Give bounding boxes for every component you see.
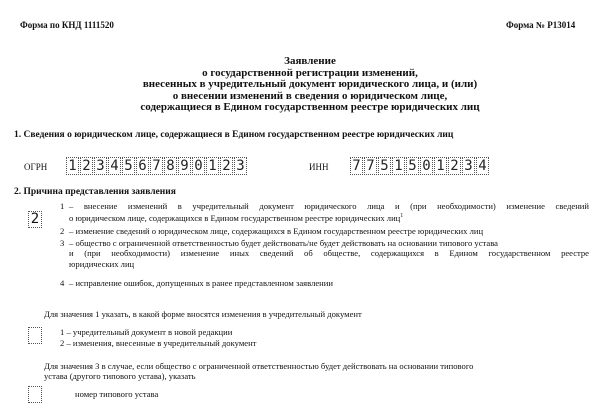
ogrn-digit-cell[interactable]: 3 <box>234 157 247 175</box>
title-line: о внесении изменений в сведения о юридическом лице, <box>172 89 448 102</box>
inn-label: ИНН <box>309 162 329 172</box>
ogrn-digit-cell[interactable]: 8 <box>164 157 177 175</box>
inn-digit-cell[interactable]: 7 <box>350 157 363 175</box>
ogrn-digit-cell[interactable]: 7 <box>150 157 163 175</box>
reason-option-4 <box>69 278 333 288</box>
inn-digit-cell[interactable]: 0 <box>420 157 433 175</box>
title-line: Заявление <box>284 55 336 67</box>
reason-option-number: 4 <box>60 278 65 288</box>
ogrn-digit-cell[interactable]: 4 <box>108 157 121 175</box>
change-form-option: 1 – учредительный документ в новой редакции <box>60 327 233 337</box>
ogrn-digit-cell[interactable]: 2 <box>80 157 93 175</box>
title-line: содержащиеся в Едином государственном реестре юридических лиц <box>140 101 480 113</box>
ogrn-digit-cell[interactable]: 9 <box>178 157 191 175</box>
title-line: внесенных в учредительный документ юридического лица, и (или) <box>142 78 478 90</box>
section1-heading: 1. Сведения о юридическом лице, содержащиеся в Едином государственном реестре юридических лиц <box>14 130 454 140</box>
option-line: – общество с ограниченной ответственностью будет действовать/не будет действовать на основании типового устава <box>69 238 498 248</box>
document-title <box>80 56 540 114</box>
ogrn-digit-cell[interactable]: 0 <box>192 157 205 175</box>
title-line: о государственной регистрации изменений, <box>202 66 418 79</box>
value1-instruction: Для значения 1 указать, в какой форме вносятся изменения в учредительный документ <box>44 309 362 319</box>
ogrn-field[interactable] <box>66 157 248 175</box>
ogrn-digit-cell[interactable]: 6 <box>136 157 149 175</box>
inn-field[interactable] <box>350 157 490 175</box>
option-line: – изменение сведений о юридическом лице, содержащихся в Едином государственном реестре юридических лиц <box>69 226 484 236</box>
option-line: юридических лиц <box>69 258 135 269</box>
inn-digit-cell[interactable]: 3 <box>462 157 475 175</box>
option-line: – исправление ошибок, допущенных в ранее представленном заявлении <box>69 278 333 288</box>
instruction-line: Для значения 3 в случае, если общество с ограниченной ответственностью будет действовать на основании типового <box>44 361 474 371</box>
ogrn-digit-cell[interactable]: 1 <box>66 157 79 175</box>
option-line <box>69 211 589 223</box>
ogrn-digit-cell[interactable]: 2 <box>220 157 233 175</box>
reason-option-number: 1 <box>60 201 65 211</box>
ogrn-digit-cell[interactable]: 3 <box>94 157 107 175</box>
form-code-knd: Форма по КНД 1111520 <box>20 20 114 30</box>
inn-digit-cell[interactable]: 1 <box>434 157 447 175</box>
ogrn-label: ОГРН <box>24 162 48 172</box>
model-charter-number-label: номер типового устава <box>75 389 159 399</box>
inn-digit-cell[interactable]: 5 <box>378 157 391 175</box>
reason-option-1 <box>69 201 589 224</box>
form-number: Форма № Р13014 <box>506 20 576 30</box>
reason-option-2 <box>69 226 483 236</box>
footnote-mark: 1 <box>400 213 404 220</box>
instruction-line: устава (другого типового устава), указать <box>44 371 196 382</box>
model-charter-number-field[interactable] <box>28 386 42 403</box>
reason-option-number: 3 <box>60 238 65 248</box>
reason-option-number: 2 <box>60 226 65 236</box>
inn-digit-cell[interactable]: 4 <box>476 157 489 175</box>
section2-heading: 2. Причина представления заявления <box>14 187 176 197</box>
ogrn-digit-cell[interactable]: 5 <box>122 157 135 175</box>
option-line-text: о юридическом лице, содержащихся в Едином государственном реестре юридических лиц <box>69 213 401 224</box>
ogrn-digit-cell[interactable]: 1 <box>206 157 219 175</box>
inn-digit-cell[interactable]: 7 <box>364 157 377 175</box>
value3-instruction <box>44 361 473 382</box>
inn-digit-cell[interactable]: 2 <box>448 157 461 175</box>
option-line: и (при необходимости) изменение иных сведений об обществе, содержащихся в Едином государственном реестре <box>69 248 589 259</box>
inn-digit-cell[interactable]: 1 <box>392 157 405 175</box>
reason-option-3 <box>69 238 589 269</box>
inn-digit-cell[interactable]: 5 <box>406 157 419 175</box>
change-form-option: 2 – изменения, внесенные в учредительный документ <box>60 338 257 348</box>
reason-code-field[interactable]: 2 <box>28 211 42 228</box>
option-line: – внесение изменений в учредительный документ юридического лица и (при необходимости) изменение сведений <box>69 201 589 211</box>
change-form-field[interactable] <box>28 327 42 344</box>
